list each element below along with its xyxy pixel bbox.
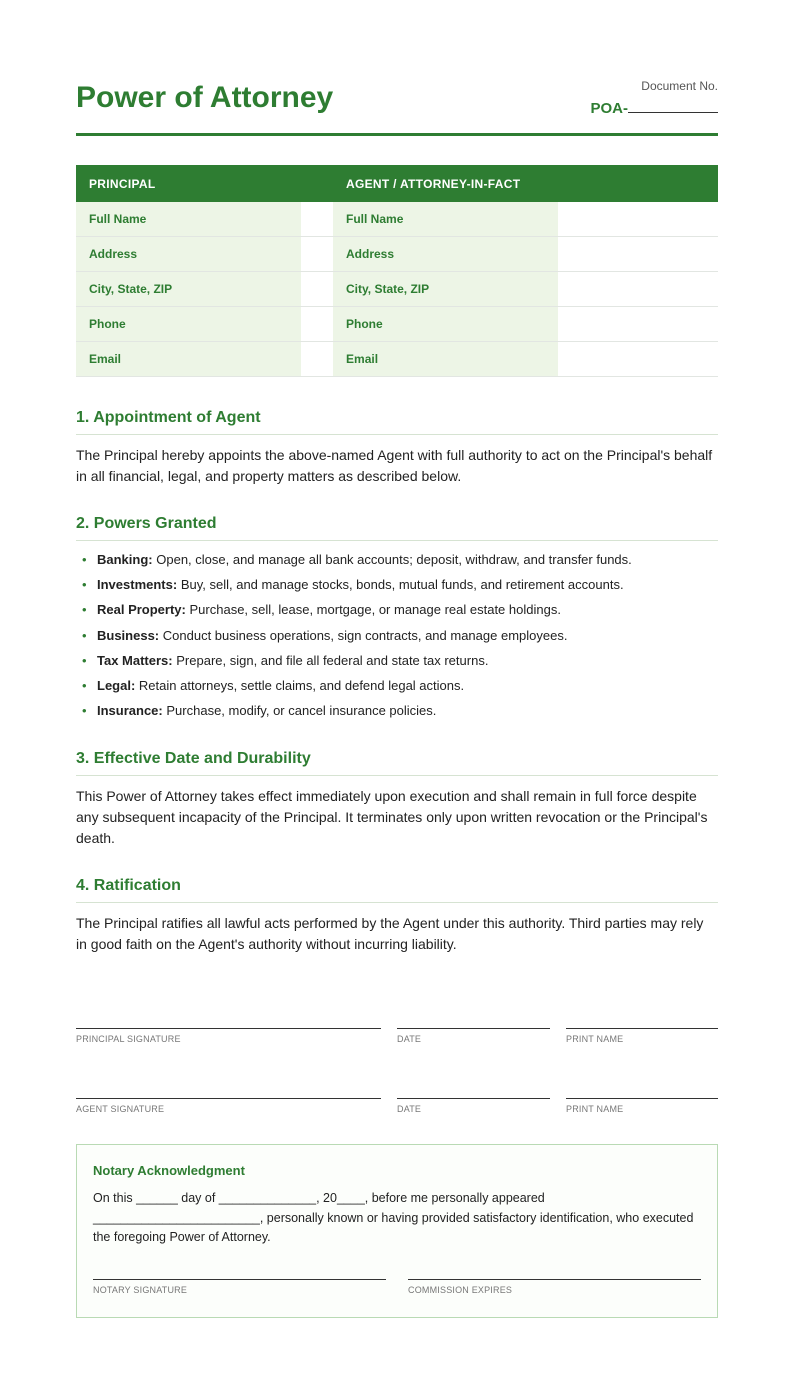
agent-field-label: Phone	[333, 307, 558, 342]
document-header	[76, 0, 718, 136]
effective-section	[76, 749, 718, 849]
principal-field-value[interactable]	[301, 307, 333, 342]
list-item	[76, 677, 718, 694]
document-number	[591, 78, 719, 119]
notary-title: Notary Acknowledgment	[93, 1163, 245, 1178]
agent-field-label: City, State, ZIP	[333, 272, 558, 307]
commission-expires-label: COMMISSION EXPIRES	[408, 1285, 513, 1295]
principal-field-value[interactable]	[301, 202, 333, 237]
power-text: Purchase, sell, lease, mortgage, or manage real estate holdings.	[189, 602, 561, 618]
powers-section	[76, 514, 718, 727]
principal-field-label: Phone	[76, 307, 301, 342]
principal-print-name-label: PRINT NAME	[566, 1034, 624, 1044]
power-name: Insurance:	[97, 703, 163, 719]
power-name: Legal:	[97, 677, 136, 693]
document-number-value	[591, 98, 719, 119]
list-item	[76, 551, 718, 568]
bullet-icon: •	[82, 577, 87, 593]
power-text: Retain attorneys, settle claims, and defend legal actions.	[138, 677, 465, 693]
parties-table	[76, 165, 718, 377]
section-title: 4. Ratification	[76, 876, 718, 903]
power-text: Prepare, sign, and file all federal and state tax returns.	[176, 652, 489, 668]
section-title: 2. Powers Granted	[76, 514, 718, 541]
table-row	[76, 202, 718, 237]
power-name: Tax Matters:	[97, 652, 173, 668]
table-row	[76, 342, 718, 377]
bullet-icon: •	[82, 652, 87, 668]
document-number-label: Document No.	[641, 79, 718, 93]
principal-date-line[interactable]	[397, 1028, 550, 1044]
document-title: Power of Attorney	[76, 81, 334, 114]
power-text: Conduct business operations, sign contracts, and manage employees.	[162, 627, 568, 643]
notary-text: On this ______ day of ______________, 20____, before me personally appeared ________________________, personally known or having provided satisfactory identification, who executed the foregoing Power of Attorney.	[93, 1191, 694, 1244]
list-item	[76, 652, 718, 669]
table-row	[76, 272, 718, 307]
power-name: Real Property:	[97, 602, 186, 618]
agent-date-label: DATE	[397, 1104, 422, 1114]
agent-signature-label: AGENT SIGNATURE	[76, 1104, 165, 1114]
bullet-icon: •	[82, 627, 87, 643]
principal-field-value[interactable]	[301, 237, 333, 272]
bullet-icon: •	[82, 552, 87, 567]
agent-signature-row	[76, 1098, 718, 1122]
table-row	[76, 237, 718, 272]
power-text: Purchase, modify, or cancel insurance policies.	[166, 703, 437, 719]
principal-field-label: Email	[76, 342, 301, 377]
list-item	[76, 601, 718, 618]
bullet-icon: •	[82, 677, 87, 693]
power-text: Open, close, and manage all bank accounts; deposit, withdraw, and transfer funds.	[156, 552, 632, 567]
principal-field-label: City, State, ZIP	[76, 272, 301, 307]
agent-field-value[interactable]	[558, 307, 718, 342]
notary-signature-line[interactable]	[93, 1279, 386, 1295]
power-text: Buy, sell, and manage stocks, bonds, mutual funds, and retirement accounts.	[180, 577, 624, 593]
parties-header-row	[76, 165, 718, 202]
principal-signature-row	[76, 1028, 718, 1052]
principal-header: PRINCIPAL	[76, 165, 333, 202]
appointment-section	[76, 408, 718, 487]
agent-print-name-line[interactable]	[566, 1098, 718, 1114]
power-name: Investments:	[97, 577, 178, 593]
agent-field-value[interactable]	[558, 202, 718, 237]
principal-date-label: DATE	[397, 1034, 422, 1044]
section-body: The Principal hereby appoints the above-named Agent with full authority to act on the Principal's behalf in all financial, legal, and property matters as described below.	[76, 447, 713, 484]
commission-expires-line[interactable]	[408, 1279, 701, 1295]
agent-date-line[interactable]	[397, 1098, 550, 1114]
notary-signature-label: NOTARY SIGNATURE	[93, 1285, 188, 1295]
principal-field-label: Full Name	[76, 202, 301, 237]
agent-field-label: Full Name	[333, 202, 558, 237]
power-name: Business:	[97, 627, 160, 643]
ratification-section	[76, 876, 718, 955]
agent-field-label: Email	[333, 342, 558, 377]
agent-field-value[interactable]	[558, 237, 718, 272]
agent-print-name-label: PRINT NAME	[566, 1104, 624, 1114]
agent-signature-line[interactable]	[76, 1098, 381, 1114]
power-name: Banking:	[97, 552, 153, 567]
bullet-icon: •	[82, 602, 87, 618]
section-body: This Power of Attorney takes effect immediately upon execution and shall remain in full force despite any subsequent incapacity of the Principal. It terminates only upon written revocation or the Principal's death.	[76, 788, 708, 846]
section-title: 3. Effective Date and Durability	[76, 749, 718, 776]
list-item	[76, 627, 718, 644]
principal-field-label: Address	[76, 237, 301, 272]
principal-signature-line[interactable]	[76, 1028, 381, 1044]
agent-header: AGENT / ATTORNEY-IN-FACT	[333, 165, 718, 202]
principal-field-value[interactable]	[301, 342, 333, 377]
powers-list	[76, 551, 718, 719]
agent-field-value[interactable]	[558, 342, 718, 377]
document-number-prefix: POA-	[590, 100, 628, 117]
section-title: 1. Appointment of Agent	[76, 408, 718, 435]
agent-field-label: Address	[333, 237, 558, 272]
bullet-icon: •	[82, 703, 87, 719]
list-item	[76, 576, 718, 593]
notary-signature-row	[93, 1279, 701, 1303]
principal-signature-label: PRINCIPAL SIGNATURE	[76, 1034, 181, 1044]
document-number-blank[interactable]	[628, 98, 718, 113]
table-row	[76, 307, 718, 342]
principal-print-name-line[interactable]	[566, 1028, 718, 1044]
principal-field-value[interactable]	[301, 272, 333, 307]
notary-box	[76, 1144, 718, 1318]
agent-field-value[interactable]	[558, 272, 718, 307]
section-body: The Principal ratifies all lawful acts performed by the Agent under this authority. Third parties may rely in good faith on the Agent's authority without incurring liability.	[76, 915, 704, 952]
list-item	[76, 702, 718, 719]
